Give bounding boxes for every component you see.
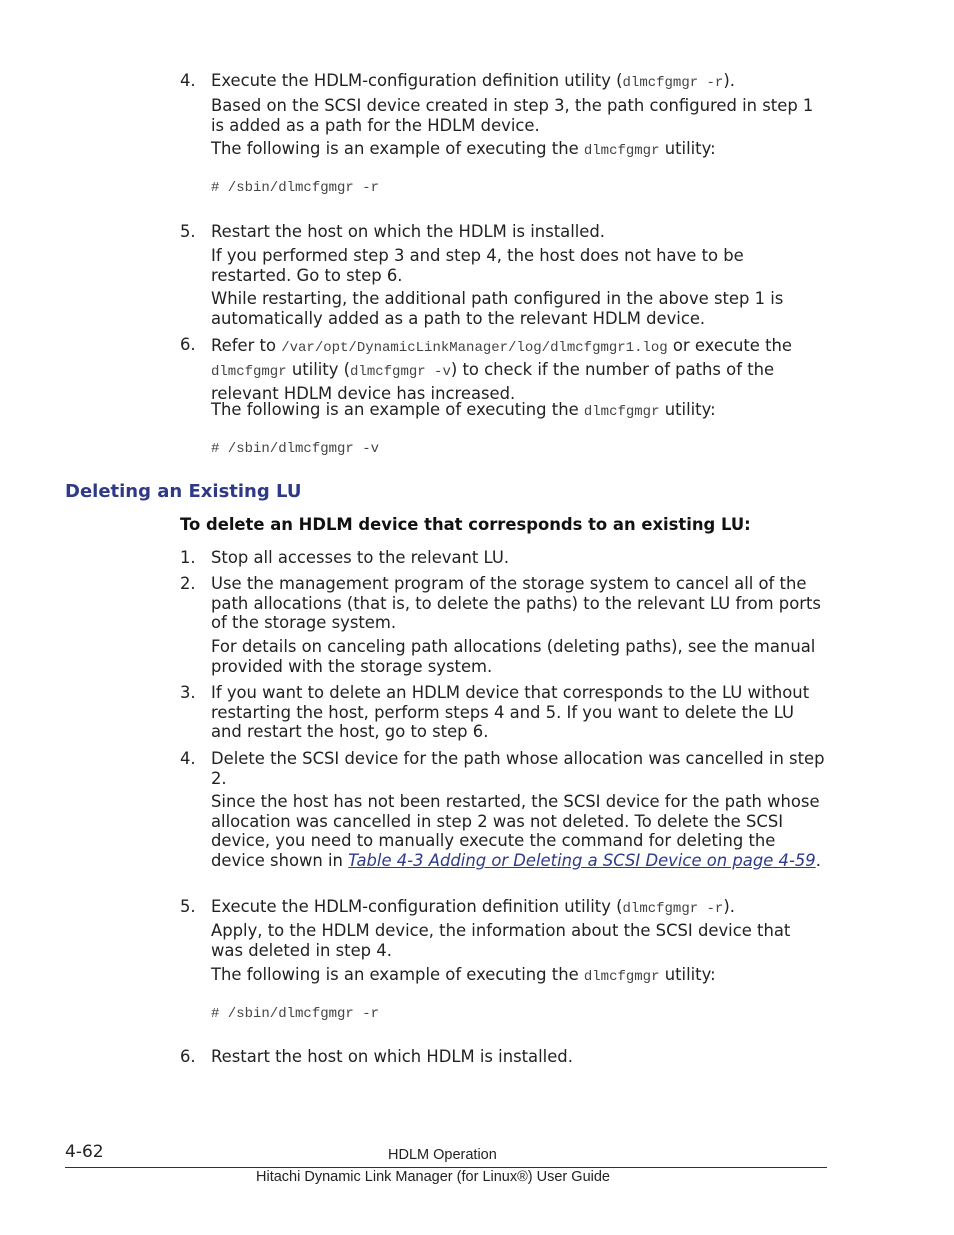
- section-heading: Deleting an Existing LU: [65, 481, 302, 502]
- step-4-para-1: Based on the SCSI device created in step 3, the path configured in step 1 is added as a path for the HDLM device.: [211, 96, 814, 135]
- code-example: # /sbin/dlmcfgmgr -r: [211, 1006, 380, 1022]
- step-5-para-2: While restarting, the additional path configured in the above step 1 is automatically added as a path to the relevant HDLM device.: [211, 289, 784, 328]
- step-5-number: 5.: [180, 897, 196, 916]
- step-2-number: 2.: [180, 574, 196, 593]
- step-6-number: 6.: [180, 1047, 196, 1066]
- command-inline: dlmcfgmgr: [583, 143, 660, 159]
- step-5-text: Restart the host on which the HDLM is installed.: [211, 222, 606, 241]
- step-5-number: 5.: [180, 222, 196, 241]
- step-4-number: 4.: [180, 749, 196, 768]
- step-4-text: Execute the HDLM-configuration definition utility (dlmcfgmgr -r).: [211, 71, 735, 91]
- code-example: # /sbin/dlmcfgmgr -v: [211, 441, 380, 457]
- command-inline: dlmcfgmgr: [583, 969, 660, 985]
- step-3-text: If you want to delete an HDLM device that corresponds to the LU without restarting the host, perform steps 4 and 5. If you want to delete the LU and restart the host, go to step 6.: [211, 683, 810, 742]
- step-5-para-1: If you performed step 3 and step 4, the host does not have to be restarted. Go to step 6.: [211, 246, 744, 285]
- step-6-number: 6.: [180, 335, 196, 354]
- command-inline: dlmcfgmgr -r: [622, 75, 724, 91]
- footer-book-title: Hitachi Dynamic Link Manager (for Linux®) User Guide: [256, 1169, 610, 1185]
- command-inline: dlmcfgmgr -v: [350, 364, 451, 380]
- step-6-text: Refer to /var/opt/DynamicLinkManager/log/dlmcfgmgr1.log or execute the dlmcfgmgr utility (dlmcfgmgr -v) to check if the number of paths of the relevant HDLM device has increased.: [211, 336, 792, 403]
- cross-reference-link[interactable]: Table 4-3 Adding or Deleting a SCSI Device on page 4-59: [348, 850, 816, 870]
- step-3-number: 3.: [180, 683, 196, 702]
- step-4-para-2: The following is an example of executing the dlmcfgmgr utility:: [211, 139, 716, 159]
- footer-section-name: HDLM Operation: [388, 1147, 497, 1163]
- step-2-para-1: For details on canceling path allocations (deleting paths), see the manual provided with the storage system.: [211, 637, 816, 676]
- command-inline: dlmcfgmgr: [211, 364, 287, 380]
- step-1-text: Stop all accesses to the relevant LU.: [211, 548, 510, 567]
- step-5-para-2: The following is an example of executing the dlmcfgmgr utility:: [211, 965, 716, 985]
- log-path-inline: /var/opt/DynamicLinkManager/log/dlmcfgmgr1.log: [281, 340, 668, 356]
- step-1-number: 1.: [180, 548, 196, 567]
- code-example: # /sbin/dlmcfgmgr -r: [211, 180, 380, 196]
- command-inline: dlmcfgmgr -r: [622, 901, 724, 917]
- step-6-para-2: The following is an example of executing the dlmcfgmgr utility:: [211, 400, 716, 420]
- command-inline: dlmcfgmgr: [583, 404, 660, 420]
- step-6-text: Restart the host on which HDLM is installed.: [211, 1047, 573, 1066]
- step-5-text: Execute the HDLM-configuration definition utility (dlmcfgmgr -r).: [211, 897, 735, 917]
- step-5-para-1: Apply, to the HDLM device, the information about the SCSI device that was deleted in step 4.: [211, 921, 791, 960]
- procedure-title: To delete an HDLM device that corresponds to an existing LU:: [180, 515, 751, 534]
- step-2-text: Use the management program of the storage system to cancel all of the path allocations (that is, to delete the paths) to the relevant LU from ports of the storage system.: [211, 574, 821, 633]
- page-number: 4-62: [65, 1142, 104, 1162]
- step-4-para-1: Since the host has not been restarted, the SCSI device for the path whose allocation was cancelled in step 2 was not deleted. To delete the SCSI device, you need to manually execute the command for deleting the device shown in Table 4-3 Adding or Deleting a SCSI Device on page 4-59.: [211, 792, 821, 870]
- step-4-number: 4.: [180, 71, 196, 90]
- step-4-text: Delete the SCSI device for the path whose allocation was cancelled in step 2.: [211, 749, 825, 788]
